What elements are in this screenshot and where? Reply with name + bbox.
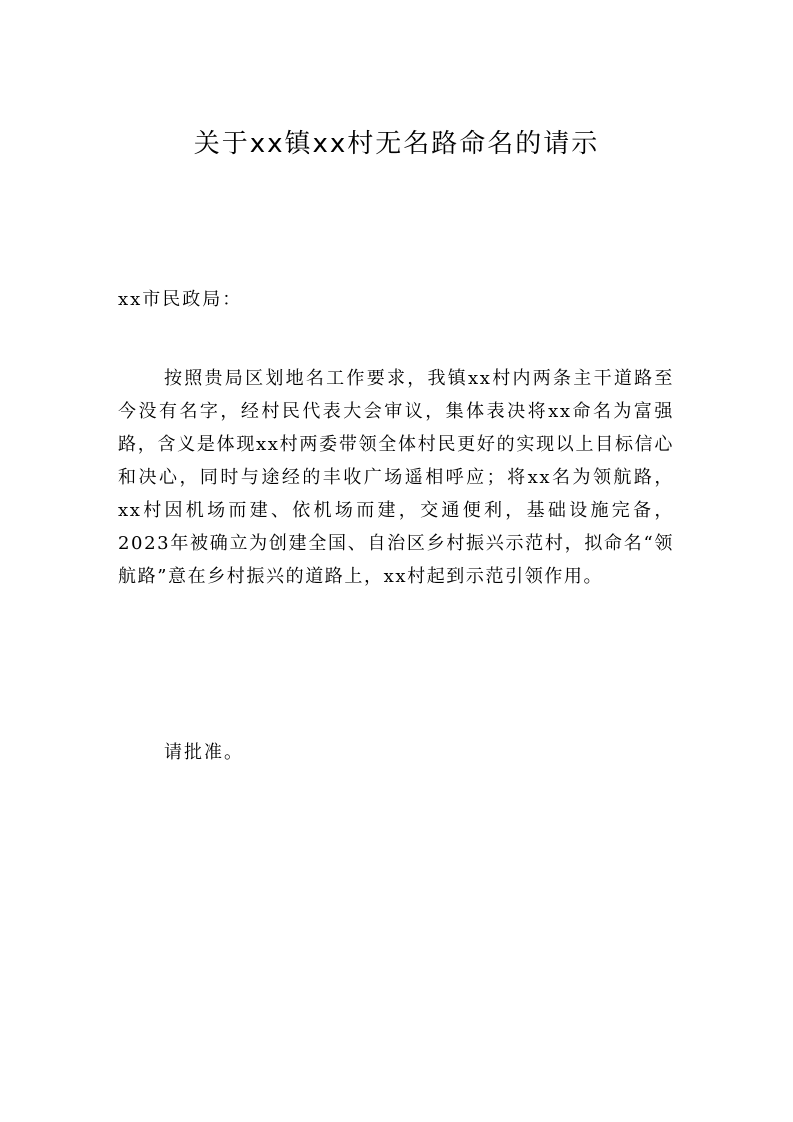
salutation: xx市民政局： bbox=[118, 289, 243, 310]
closing-line: 请批准。 bbox=[164, 742, 244, 763]
body-paragraph: 按照贵局区划地名工作要求，我镇xx村内两条主干道路至今没有名字，经村民代表大会审议，集体表决将xx命名为富强路，含义是体现xx村两委带领全体村民更好的实现以上目标信心和决心，同时与途经的丰收广场遥相呼应；将xx名为领航路，xx村因机场而建、依机场而建，交通便利，基础设施完备，2023年被确立为创建全国、自治区乡村振兴示范村，拟命名“领航路”意在乡村振兴的道路上，xx村起到示范引领作用。 bbox=[118, 368, 674, 587]
document-title: 关于xx镇xx村无名路命名的请示 bbox=[193, 129, 600, 159]
